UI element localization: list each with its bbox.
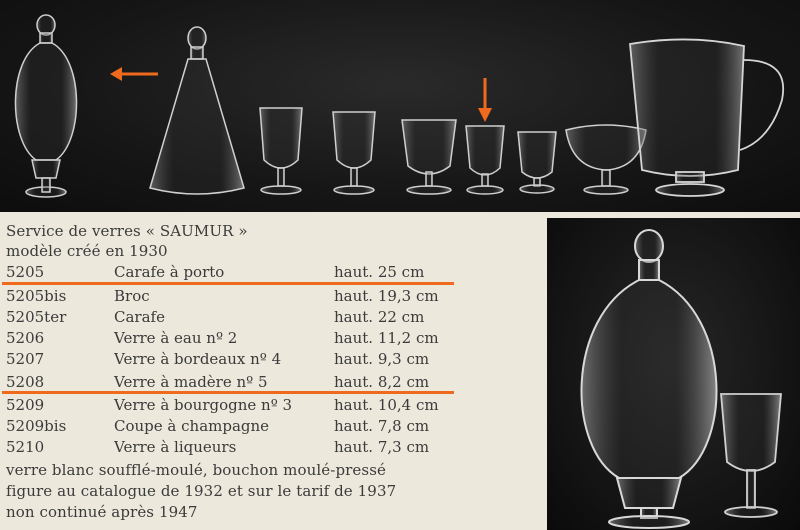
conical-carafe-image xyxy=(150,27,244,194)
item-name: Verre à liqueurs xyxy=(114,438,237,456)
highlight-underline-5208 xyxy=(2,391,454,394)
item-name: Verre à madère nº 5 xyxy=(114,373,268,391)
arrow-down-icon xyxy=(477,78,493,122)
discontinued-note: non continué après 1947 xyxy=(6,503,198,521)
catalogue-text xyxy=(0,218,545,530)
item-name: Carafe xyxy=(114,308,165,326)
list-item xyxy=(6,417,546,436)
item-height: haut. 19,3 cm xyxy=(334,287,439,305)
item-height: haut. 7,8 cm xyxy=(334,417,430,435)
item-code: 5209bis xyxy=(6,417,67,435)
list-item xyxy=(6,308,546,327)
item-name: Verre à eau nº 2 xyxy=(114,329,238,347)
item-code: 5205 xyxy=(6,263,45,281)
item-height: haut. 10,4 cm xyxy=(334,396,439,414)
pitcher-image xyxy=(630,39,783,196)
list-item xyxy=(6,373,546,392)
item-code: 5210 xyxy=(6,438,45,456)
item-height: haut. 9,3 cm xyxy=(334,350,430,368)
arrow-left-icon xyxy=(110,66,160,82)
list-item xyxy=(6,350,546,369)
item-height: haut. 25 cm xyxy=(334,263,425,281)
port-carafe-image xyxy=(15,15,76,197)
port-carafe-closeup xyxy=(582,230,717,528)
list-item xyxy=(6,396,546,415)
madeira-glass-image xyxy=(466,126,504,194)
highlight-underline-5205 xyxy=(2,282,454,285)
list-item xyxy=(6,438,546,457)
champagne-coupe-image xyxy=(566,125,646,194)
catalogue-note: figure au catalogue de 1932 et sur le tarif de 1937 xyxy=(6,482,397,500)
item-name: Verre à bordeaux nº 4 xyxy=(114,350,282,368)
list-item xyxy=(6,329,546,348)
item-height: haut. 22 cm xyxy=(334,308,425,326)
item-height: haut. 11,2 cm xyxy=(334,329,439,347)
top-photo-glass-service xyxy=(0,0,800,212)
bourgogne-glass-image xyxy=(402,120,456,194)
list-item xyxy=(6,287,546,306)
material-note: verre blanc soufflé-moulé, bouchon moulé-pressé xyxy=(6,461,386,479)
creation-date: modèle créé en 1930 xyxy=(6,242,168,260)
water-glass-image xyxy=(260,108,302,194)
side-photo-carafe-and-glass xyxy=(547,218,800,530)
item-code: 5205ter xyxy=(6,308,67,326)
item-code: 5205bis xyxy=(6,287,67,305)
item-code: 5206 xyxy=(6,329,45,347)
bordeaux-glass-image xyxy=(333,112,375,194)
item-name: Carafe à porto xyxy=(114,263,225,281)
series-title: Service de verres « SAUMUR » xyxy=(6,222,248,240)
list-item xyxy=(6,263,546,282)
item-name: Broc xyxy=(114,287,150,305)
item-height: haut. 8,2 cm xyxy=(334,373,430,391)
item-code: 5209 xyxy=(6,396,45,414)
madeira-glass-closeup xyxy=(721,394,781,517)
liqueur-glass-image xyxy=(518,132,556,193)
item-name: Coupe à champagne xyxy=(114,417,270,435)
item-height: haut. 7,3 cm xyxy=(334,438,430,456)
item-code: 5207 xyxy=(6,350,45,368)
item-code: 5208 xyxy=(6,373,45,391)
item-name: Verre à bourgogne nº 3 xyxy=(114,396,293,414)
